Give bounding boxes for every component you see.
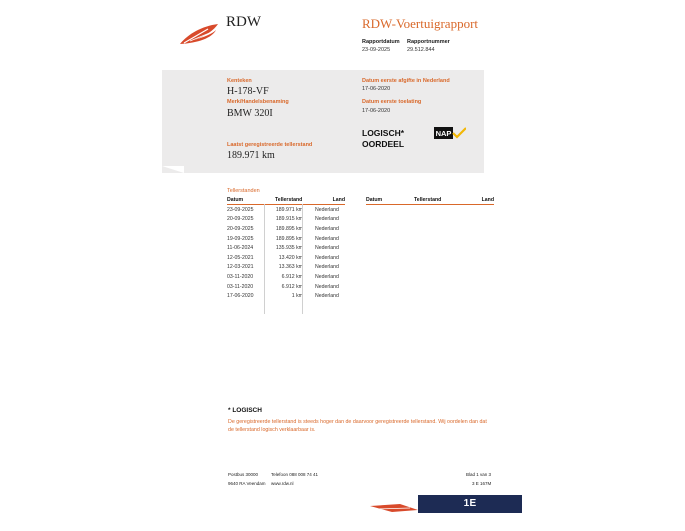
readings-title: Tellerstanden: [227, 188, 260, 194]
table-row: [227, 215, 345, 225]
cell-date: 19-09-2025: [227, 235, 254, 242]
promo-banner[interactable]: 1E EIGENAAR.ORG.NL: [418, 495, 522, 513]
cell-odometer: 189.895 km: [275, 235, 303, 242]
readings-table-2: [366, 196, 494, 205]
column-divider: [302, 204, 303, 314]
cell-odometer: 6.912 km: [281, 273, 303, 280]
first-admission-value: 17-06-2020: [362, 108, 391, 114]
cell-date: 11-06-2024: [227, 245, 254, 252]
cell-country: Nederland: [315, 293, 339, 300]
report-number-label: Rapportnummer: [407, 39, 450, 45]
cell-date: 03-11-2020: [227, 283, 254, 290]
readings-table: [227, 196, 345, 301]
cell-date: 03-11-2020: [227, 273, 254, 280]
nap-check-icon: [434, 127, 466, 139]
report-date: 23-09-2025: [362, 47, 391, 53]
cell-odometer: 13.363 km: [278, 264, 303, 271]
readings-header-row: [227, 196, 345, 205]
footer-postbus: Postbus 30000: [228, 472, 259, 477]
table-row: [227, 282, 345, 292]
vehicle-summary-panel: [162, 70, 484, 173]
col-country: Land: [315, 196, 345, 205]
cell-country: Nederland: [315, 235, 339, 242]
report-date-label: Rapportdatum: [362, 39, 400, 45]
verdict-line-2: OORDEEL: [362, 139, 405, 149]
cell-country: Nederland: [315, 264, 339, 271]
table-row: [227, 253, 345, 263]
table-row: [227, 243, 345, 253]
footer-page: Blad 1 van 3: [466, 472, 492, 477]
cell-country: Nederland: [315, 283, 339, 290]
col-country-2: Land: [462, 196, 494, 205]
table-row: [227, 263, 345, 273]
cell-country: Nederland: [315, 273, 339, 280]
first-nl-label: Datum eerste afgifte in Nederland: [362, 78, 450, 84]
table-row: [227, 234, 345, 244]
table-row: [227, 224, 345, 234]
cell-odometer: 13.420 km: [278, 254, 303, 261]
footer-postal: 9640 RA Veendam: [228, 481, 266, 486]
odometer-label: Laatst geregistreerde tellerstand: [227, 142, 313, 148]
verdict: [362, 128, 404, 150]
cell-country: Nederland: [315, 206, 339, 213]
readings-header-row-2: [366, 196, 494, 205]
cell-odometer: 135.935 km: [275, 245, 303, 252]
col-odometer-2: Tellerstand: [404, 196, 462, 205]
plate-value: H-178-VF: [227, 86, 269, 97]
plate-label: Kenteken: [227, 78, 252, 84]
panel-notch: [162, 166, 184, 173]
footnote-text: De geregistreerde tellerstand is steeds hoger dan de daarvoor geregistreerde tellerstand. Wij oordelen dan dat de tellerstand logisch verklaarbaar is.: [228, 419, 487, 433]
first-nl-value: 17-06-2020: [362, 86, 391, 92]
cell-date: 20-09-2025: [227, 225, 254, 232]
cell-odometer: 6.912 km: [281, 283, 303, 290]
column-divider: [264, 204, 265, 314]
cell-country: Nederland: [315, 254, 339, 261]
footer-code: 3 E 167M: [472, 481, 492, 486]
speed-stripes-icon: [370, 502, 420, 514]
cell-date: 23-09-2025: [227, 206, 254, 213]
make-label: Merk/Handelsbenaming: [227, 99, 289, 105]
col-odometer: Tellerstand: [265, 196, 315, 205]
table-row: [227, 272, 345, 282]
report-title: RDW-Voertuigrapport: [362, 16, 479, 31]
col-date-2: Datum: [366, 196, 404, 205]
report-number: 29.512.844: [407, 47, 435, 53]
verdict-line-1: LOGISCH*: [362, 128, 405, 138]
col-date: Datum: [227, 196, 265, 205]
cell-country: Nederland: [315, 216, 339, 223]
cell-date: 20-09-2025: [227, 216, 254, 223]
cell-odometer: 189.915 km: [275, 216, 303, 223]
cell-odometer: 189.895 km: [275, 225, 303, 232]
cell-country: Nederland: [315, 225, 339, 232]
odometer-value: 189.971 km: [227, 150, 275, 161]
table-row: [227, 205, 345, 215]
cell-date: 12-03-2021: [227, 264, 254, 271]
footer-phone: Telefoon 088 008 74 41: [271, 472, 319, 477]
footer-website: www.rdw.nl: [271, 481, 294, 486]
first-admission-label: Datum eerste toelating: [362, 99, 422, 105]
footnote-title: * LOGISCH: [228, 407, 262, 414]
table-row: [227, 291, 345, 301]
make-value: BMW 320I: [227, 108, 273, 119]
cell-country: Nederland: [315, 245, 339, 252]
nap-badge: [434, 126, 466, 138]
brand-name: RDW: [226, 14, 261, 30]
nap-badge-text: NAP: [435, 129, 452, 138]
cell-odometer: 1 km: [291, 293, 303, 300]
cell-date: 17-06-2020: [227, 293, 254, 300]
cell-date: 12-05-2021: [227, 254, 254, 261]
cell-odometer: 189.971 km: [275, 206, 303, 213]
rdw-logo-icon: [178, 22, 220, 46]
